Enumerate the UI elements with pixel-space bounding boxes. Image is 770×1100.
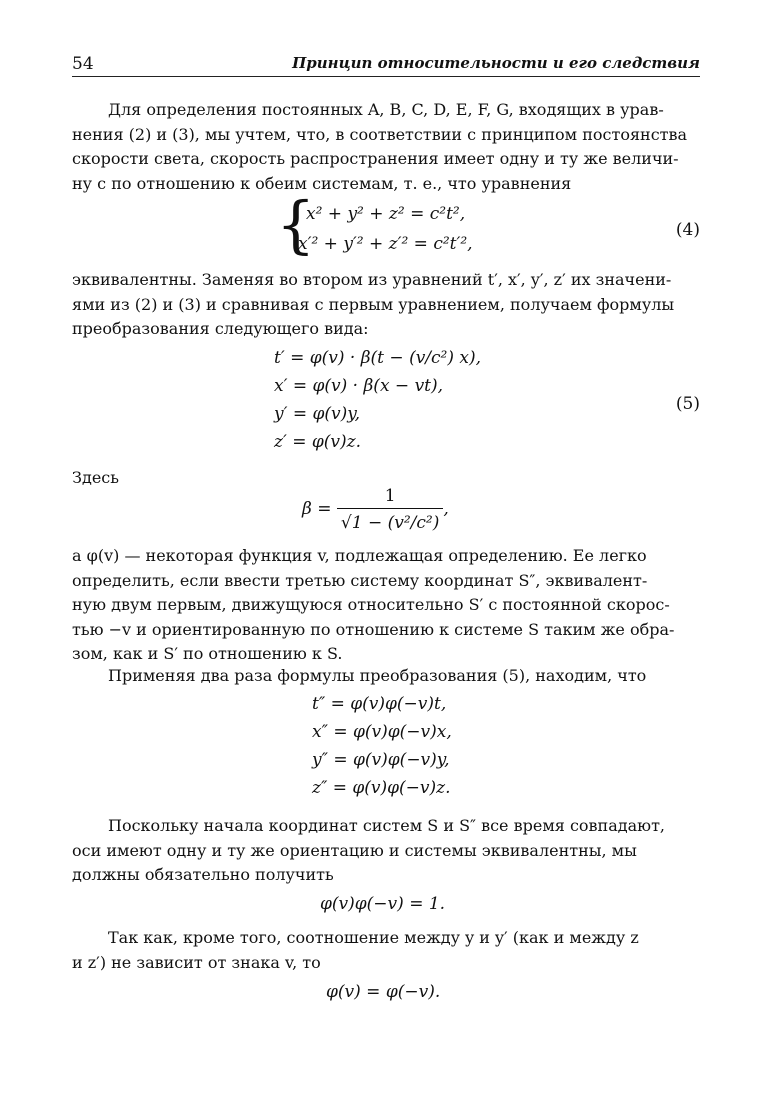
equation-product-one: φ(v)φ(−v) = 1. (320, 894, 446, 914)
text-line: преобразования следующего вида: (72, 319, 369, 338)
equation-4-line-2: x′² + y′² + z′² = c²t′², (298, 234, 473, 254)
beta-fraction (337, 484, 443, 535)
paragraph-moreover (72, 926, 700, 975)
equation-6-line-3: y″ = φ(v)φ(−v)y, (312, 750, 450, 770)
equation-5-line-3: y′ = φ(v)y, (274, 404, 361, 424)
text-line: a φ(v) — некоторая функция v, подлежащая определению. Ее легко (72, 546, 647, 565)
equation-5-line-4: z′ = φ(v)z. (274, 432, 362, 452)
paragraph-applying: Применяя два раза формулы преобразования (5), находим, что (108, 666, 647, 685)
text-line: ну c по отношению к обеим системам, т. е., что уравнения (72, 173, 572, 193)
page-header (72, 54, 700, 77)
double-transform-equations (312, 692, 452, 804)
equation-6-line-4: z″ = φ(v)φ(−v)z. (312, 778, 451, 798)
text-line: зом, как и S′ по отношению к S. (72, 644, 343, 663)
text-line: эквивалентны. Заменяя во втором из уравнений t′, x′, y′, z′ их значени- (72, 270, 672, 289)
transform-equations (274, 346, 481, 458)
equation-even-function: φ(v) = φ(−v). (326, 982, 441, 1002)
paragraph-constants (72, 98, 700, 196)
beta-trail: , (443, 499, 449, 519)
equation-4-line-1: x² + y² + z² = c²t², (306, 204, 466, 224)
paragraph-equivalent (72, 268, 700, 342)
text-line: Поскольку начала координат систем S и S″ все время совпадают, (108, 816, 666, 835)
word-here: Здесь (72, 468, 119, 487)
beta-equation (302, 484, 449, 535)
beta-denominator: √1 − (v²/c²) (337, 508, 443, 535)
left-brace: { (276, 188, 316, 261)
text-line: определить, если ввести третью систему координат S″, эквивалент- (72, 570, 648, 590)
text-line: ную двум первым, движущуюся относительно S′ с постоянной скорос- (72, 595, 670, 614)
text-line: нения (2) и (3), мы учтем, что, в соответствии с принципом постоянства (72, 124, 688, 144)
paragraph-function (72, 544, 700, 667)
beta-numerator: 1 (384, 486, 396, 506)
equation-5-line-1: t′ = φ(v) · β(t − (v/c²) x), (274, 348, 482, 368)
text-line: Для определения постоянных A, B, C, D, E, F, G, входящих в урав- (108, 100, 664, 119)
equation-number-5: (5) (675, 394, 700, 414)
equation-6-line-2: x″ = φ(v)φ(−v)x, (312, 722, 452, 742)
text-line: оси имеют одну и ту же ориентацию и системы эквивалентны, мы (72, 840, 637, 860)
beta-lhs: β = (302, 499, 332, 519)
equation-5-line-2: x′ = φ(v) · β(x − vt), (274, 376, 444, 396)
equation-number-4: (4) (675, 220, 700, 240)
text-line: скорости света, скорость распространения имеет одну и ту же величи- (72, 149, 679, 168)
text-line: ями из (2) и (3) и сравнивая с первым уравнением, получаем формулы (72, 294, 675, 314)
text-line: должны обязательно получить (72, 865, 334, 884)
paragraph-since (72, 814, 700, 888)
running-title: Принцип относительности и его следствия (292, 54, 700, 72)
page-number: 54 (72, 54, 94, 74)
equation-6-line-1: t″ = φ(v)φ(−v)t, (312, 694, 447, 714)
text-line: Так как, кроме того, соотношение между y и y′ (как и между z (108, 928, 639, 947)
text-line: тью −v и ориентированную по отношению к системе S таким же обра- (72, 619, 675, 639)
text-line: и z′) не зависит от знака v, то (72, 952, 321, 972)
